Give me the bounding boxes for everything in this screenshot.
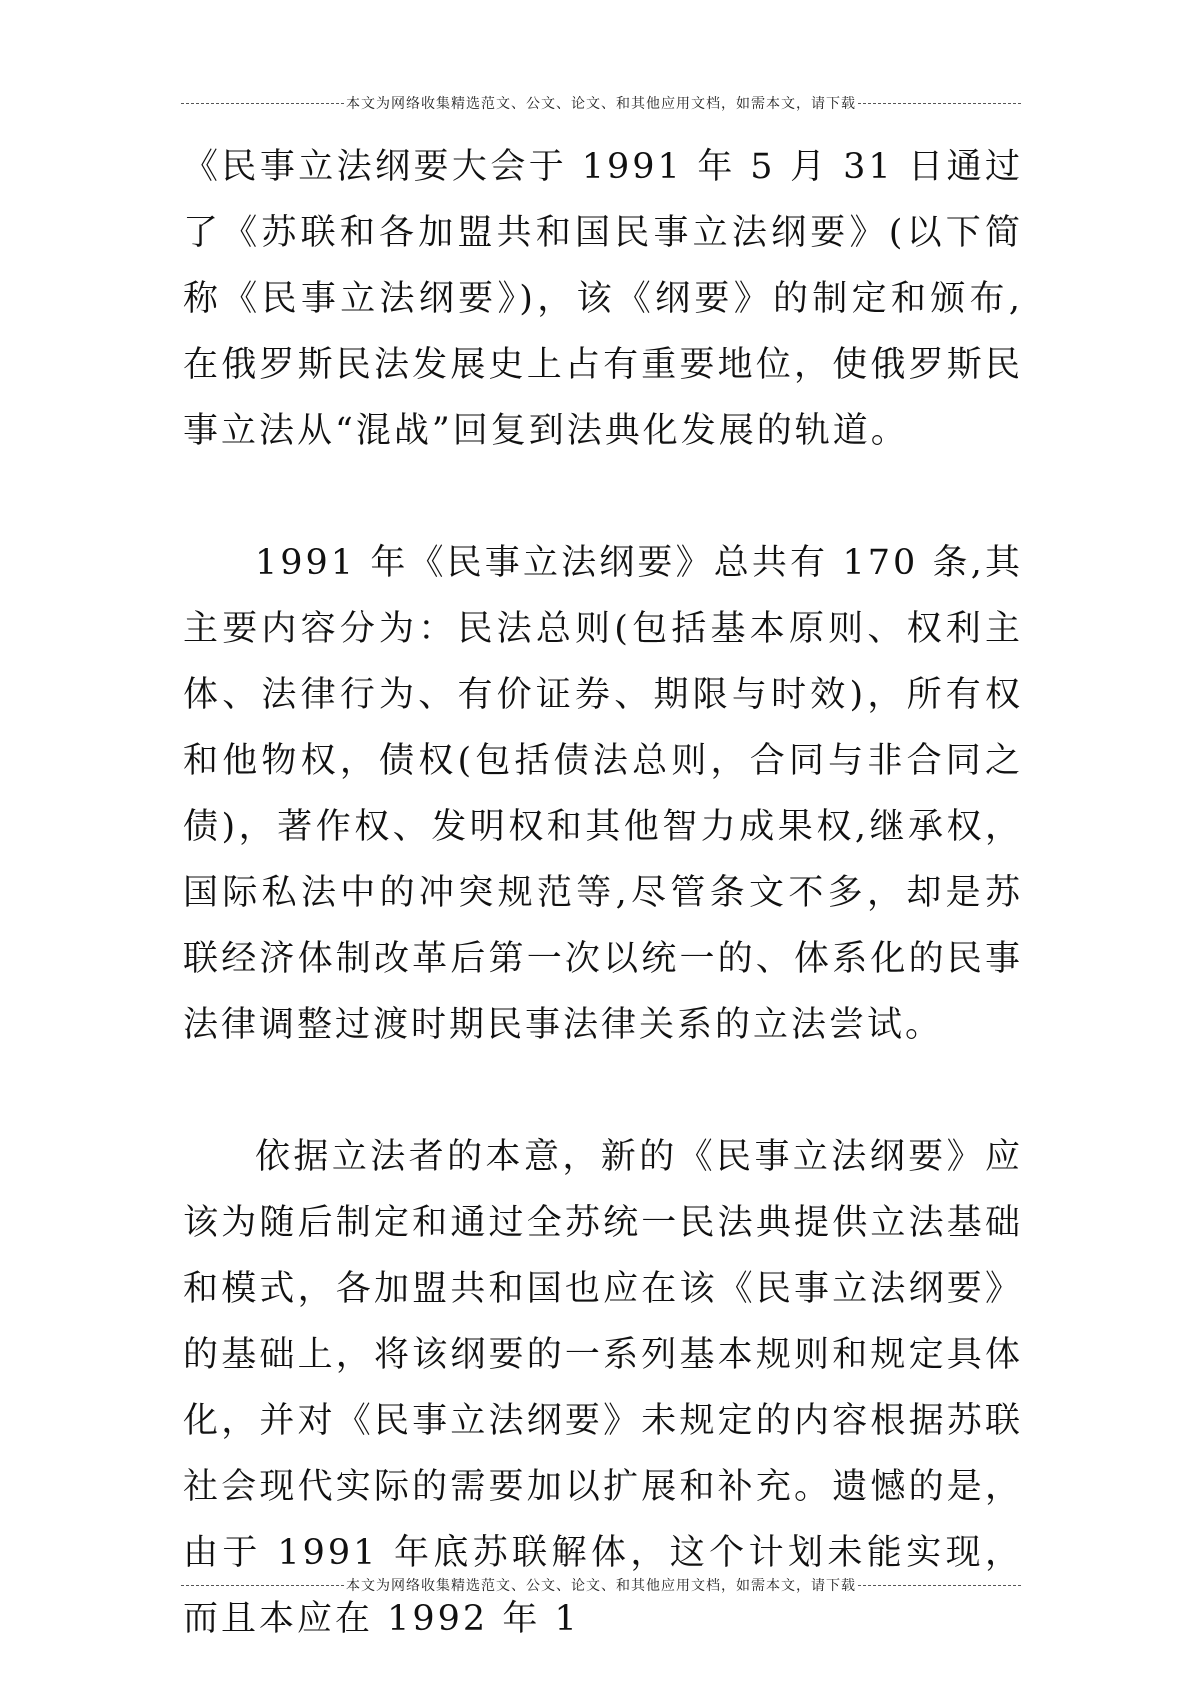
header-notice: 本文为网络收集精选范文、公文、论文、和其他应用文档，如需本文，请下载 [346,96,856,112]
footer-notice: 本文为网络收集精选范文、公文、论文、和其他应用文档，如需本文，请下载 [346,1578,856,1594]
paragraph-gap [183,1058,1023,1124]
page-footer [181,1574,1021,1596]
footer-dash-left [181,1585,344,1586]
header-dash-left [181,103,344,104]
paragraph-3: 依据立法者的本意，新的《民事立法纲要》应该为随后制定和通过全苏统一民法典提供立法基础和模式，各加盟共和国也应在该《民事立法纲要》的基础上，将该纲要的一系列基本规则和规定具体化，并对《民事立法纲要》未规定的内容根据苏联社会现代实际的需要加以扩展和补充。遗憾的是，由于 1991 年底苏联解体，这个计划未能实现，而且本应在 1992 年 1 [183,1137,1023,1639]
paragraph-2: 1991 年《民事立法纲要》总共有 170 条,其主要内容分为：民法总则(包括基本原则、权利主体、法律行为、有价证券、期限与时效)，所有权和他物权，债权(包括债法总则，合同与非合同之债)，著作权、发明权和其他智力成果权,继承权，国际私法中的冲突规范等,尽管条文不多，却是苏联经济体制改革后第一次以统一的、体系化的民事法律调整过渡时期民事法律关系的立法尝试。 [183,543,1023,1045]
paragraph-1: 《民事立法纲要大会于 1991 年 5 月 31 日通过了《苏联和各加盟共和国民事立法纲要》(以下简称《民事立法纲要》)，该《纲要》的制定和颁布,在俄罗斯民法发展史上占有重要地位，使俄罗斯民事立法从“混战”回复到法典化发展的轨道。 [183,147,1023,451]
paragraph-gap [183,464,1023,530]
header-dash-right [858,103,1021,104]
footer-dash-right [858,1585,1021,1586]
page-header [181,92,1021,114]
document-body [183,134,1023,1652]
